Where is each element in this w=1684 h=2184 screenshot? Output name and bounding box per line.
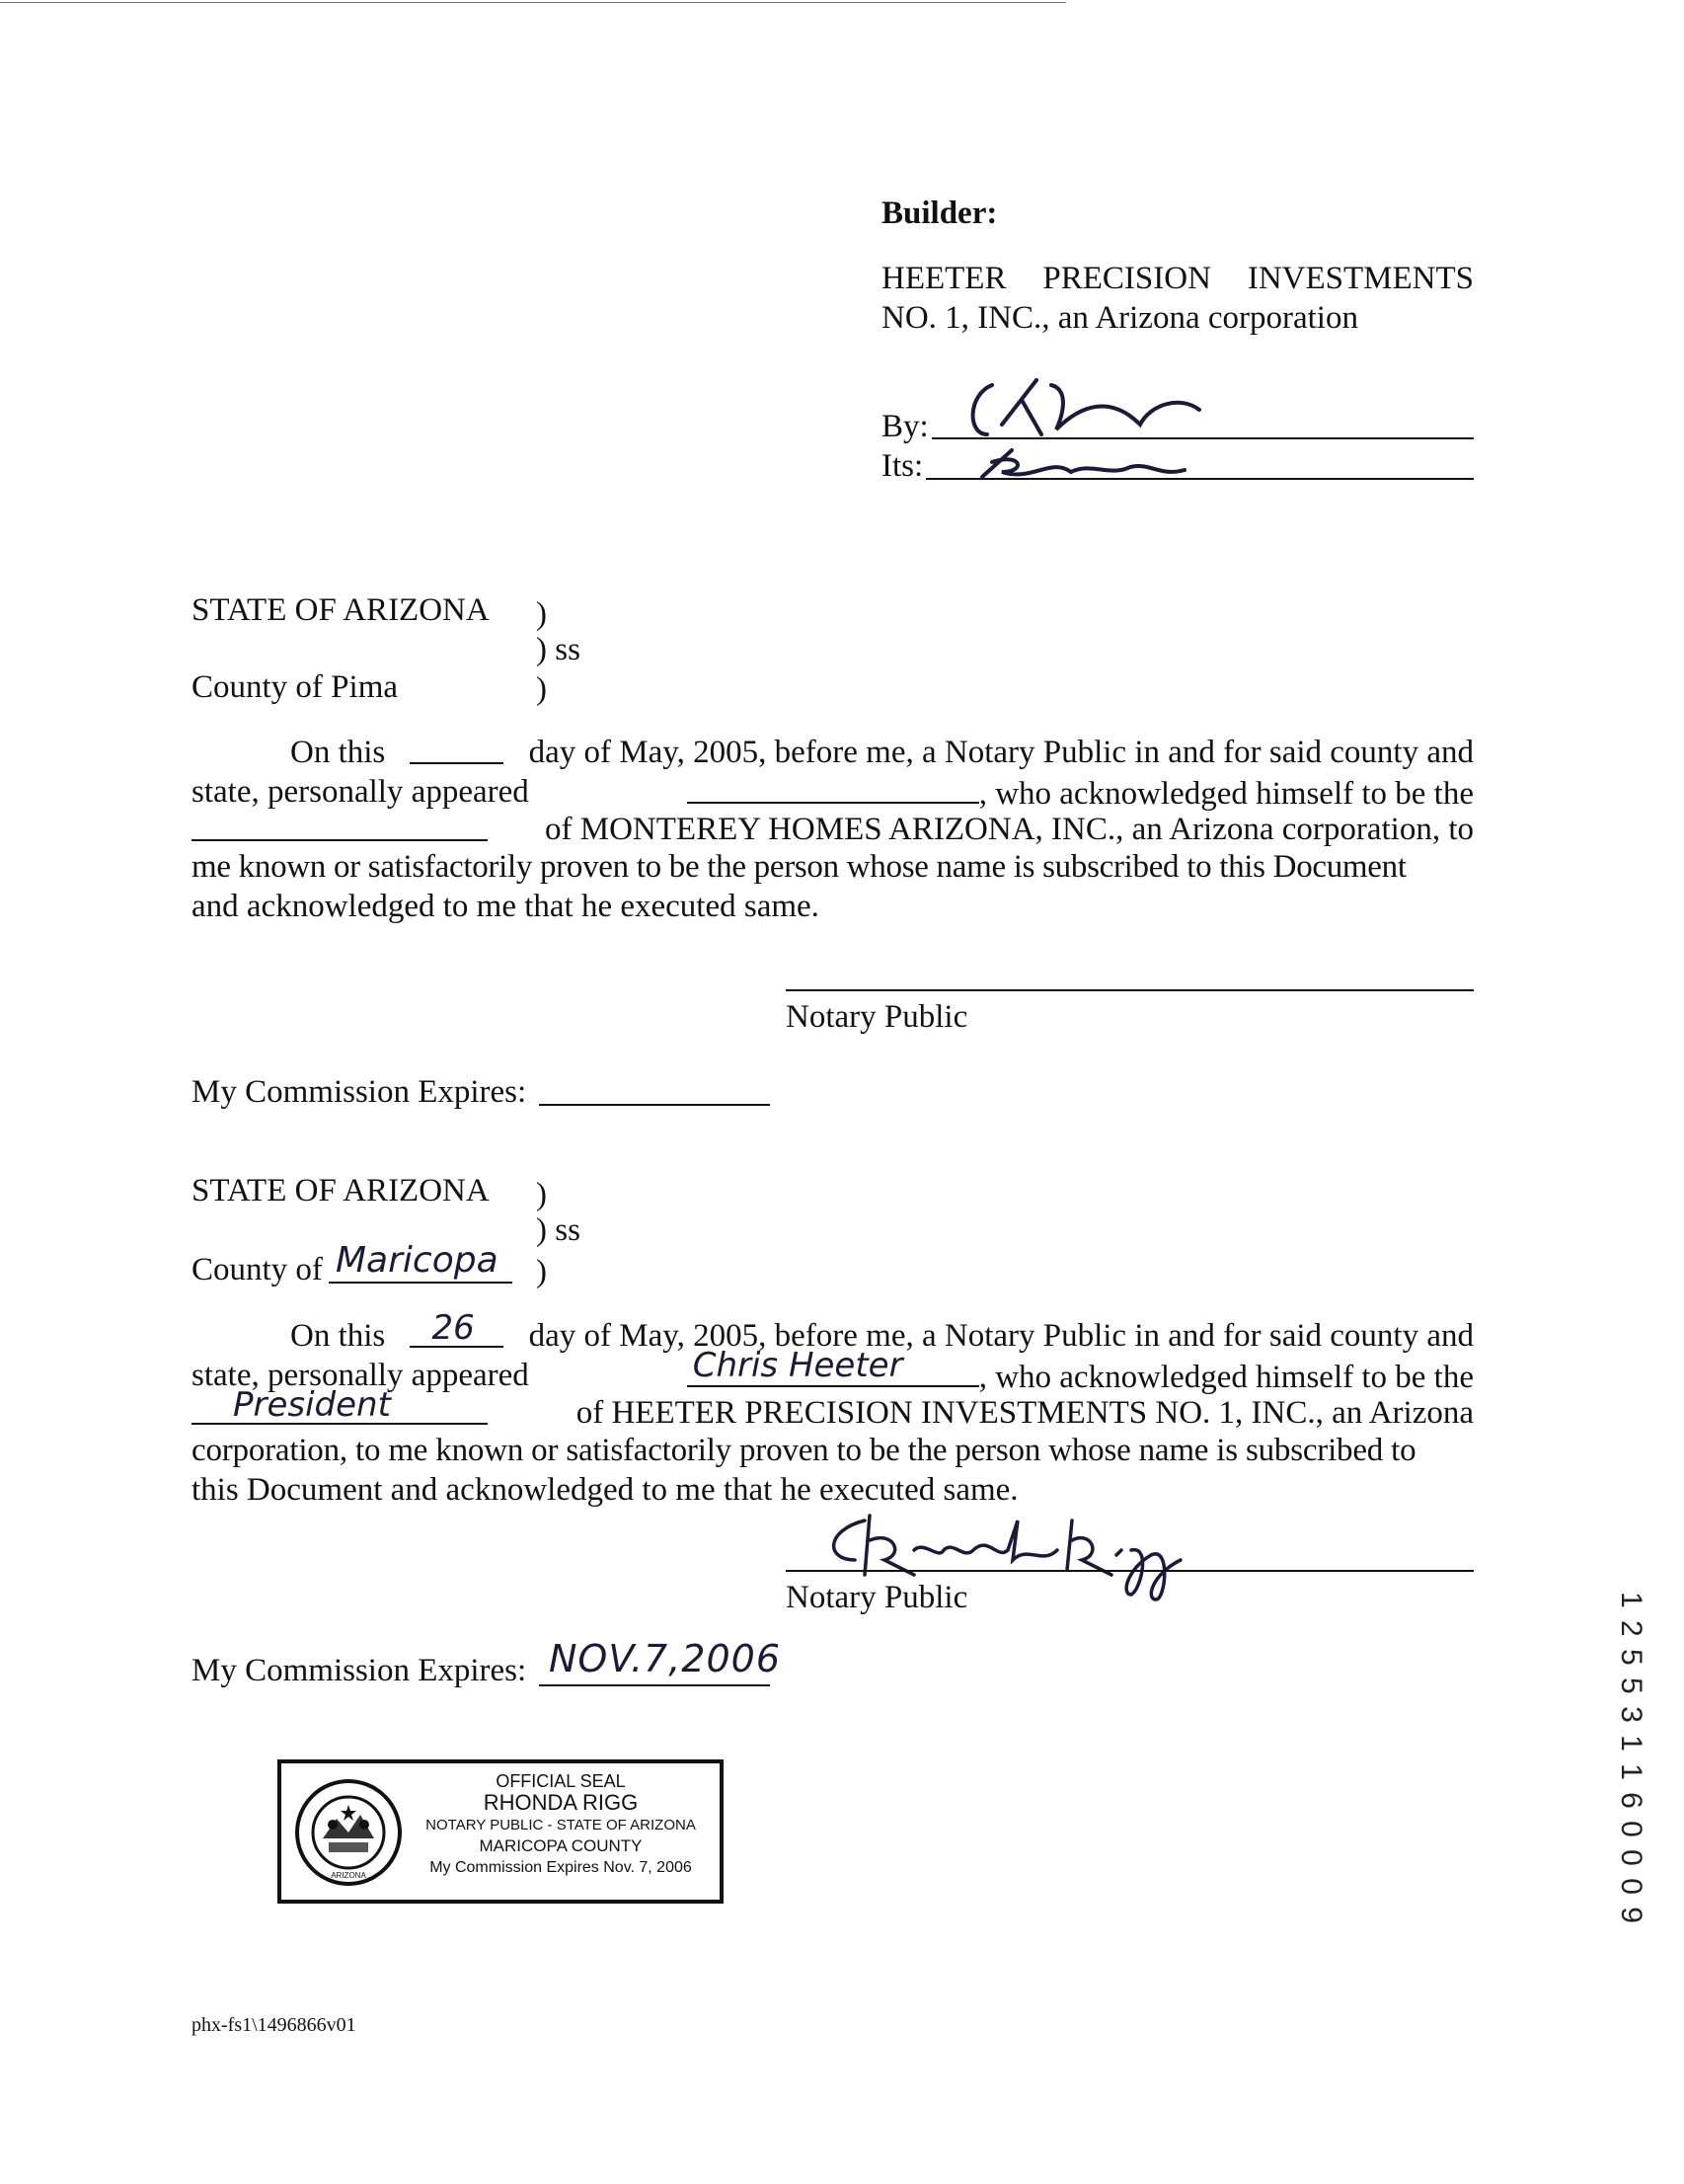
seal-text-block [398, 1771, 724, 1880]
venue1-county: County of Pima [191, 669, 399, 705]
venue2-paren-top: ) [536, 1177, 547, 1212]
venue2-state: STATE OF ARIZONA [191, 1173, 490, 1209]
ack1-line2-blankgroup [687, 772, 1474, 814]
by-label: By: [881, 409, 929, 444]
ack1-title-blank [191, 810, 488, 841]
ack1-day-blank [410, 733, 503, 764]
arizona-state-seal-emblem [293, 1777, 404, 1888]
venue1-ss: ) ss [536, 632, 580, 667]
venue2-county-handwritten: Maricopa [336, 1240, 498, 1281]
ack2-line2-b: , who acknowledged himself to be the [978, 1360, 1474, 1395]
builder-signature [962, 365, 1259, 454]
seal-expiry: My Commission Expires Nov. 7, 2006 [429, 1859, 692, 1876]
venue2-paren-bottom: ) [536, 1254, 547, 1289]
ack2-notary-signature-line [786, 1570, 1474, 1572]
ack2-commission-label: My Commission Expires: [191, 1653, 527, 1688]
venue2-ss: ) ss [536, 1212, 580, 1248]
ack1-line1-b: day of May, 2005, before me, a Notary Public in and for said county and [528, 735, 1474, 770]
seal-county: MARICOPA COUNTY [479, 1836, 643, 1855]
ack2-line1-b: day of May, 2005, before me, a Notary Public in and for said county and [528, 1318, 1474, 1354]
ack1-line3 [191, 810, 1474, 849]
ack2-day-handwritten: 26 [431, 1308, 475, 1348]
ack2-title-blank [191, 1385, 488, 1425]
ack1-line2 [191, 772, 1474, 814]
ack1-line2-a: state, personally appeared [191, 774, 529, 810]
ack2-line2-blankgroup [687, 1346, 1474, 1397]
ack1-notary-signature-line [786, 989, 1474, 991]
document-id-footer: phx-fs1\1496866v01 [191, 2014, 356, 2036]
recording-number-margin: 1 2 5 5 3 1 1 6 0 0 0 9 [1615, 1592, 1647, 1925]
builder-heading: Builder: [881, 195, 998, 231]
ack2-notary-label: Notary Public [786, 1580, 968, 1615]
ack1-notary-label: Notary Public [786, 999, 968, 1035]
ack1-line4: me known or satisfactorily proven to be the person whose name is subscribed to this Document [191, 849, 1407, 885]
ack1-line3-b: of MONTEREY HOMES ARIZONA, INC., an Arizona corporation, to [545, 812, 1474, 847]
official-seal-stamp [277, 1759, 724, 1904]
ack2-name-handwritten: Chris Heeter [692, 1346, 903, 1385]
seal-notary-name: RHONDA RIGG [483, 1790, 639, 1815]
ack1-line1 [290, 733, 1474, 772]
ack2-line2-a: state, personally appeared [191, 1358, 529, 1393]
builder-name-word: INVESTMENTS [1247, 261, 1474, 296]
venue1-paren-bottom: ) [536, 671, 547, 707]
ack2-day-blank [410, 1308, 503, 1348]
top-edge-line [0, 2, 1066, 3]
ack2-commission-handwritten: NOV.7,2006 [549, 1637, 782, 1680]
ack2-line5: this Document and acknowledged to me that he executed same. [191, 1472, 1019, 1508]
ack2-commission-blank [539, 1684, 770, 1686]
builder-name-word: HEETER [881, 261, 1007, 296]
ack1-name-blank [687, 772, 979, 804]
builder-name-line1 [881, 259, 1474, 298]
builder-name-word: PRECISION [1042, 261, 1211, 296]
ack1-line2-b: , who acknowledged himself to be the [978, 776, 1474, 812]
ack2-line3 [191, 1385, 1474, 1433]
venue2-county-prefix: County of [191, 1252, 323, 1287]
venue1-paren-top: ) [536, 596, 547, 632]
its-label: Its: [881, 448, 924, 484]
seal-emblem-caption: ARIZONA [331, 1871, 366, 1880]
builder-title-handwriting [972, 442, 1199, 492]
ack2-line4: corporation, to me known or satisfactorily proven to be the person whose name is subscribed to [191, 1433, 1416, 1468]
seal-title: OFFICIAL SEAL [496, 1771, 626, 1791]
ack2-name-blank [687, 1346, 979, 1387]
ack2-line3-b: of HEETER PRECISION INVESTMENTS NO. 1, INC., an Arizona [575, 1395, 1474, 1431]
venue2-county-blank [329, 1282, 512, 1284]
ack1-commission-blank [539, 1104, 770, 1106]
ack2-title-handwritten: President [233, 1385, 391, 1425]
seal-notary-state: NOTARY PUBLIC - STATE OF ARIZONA [425, 1817, 696, 1833]
builder-name-line2: NO. 1, INC., an Arizona corporation [881, 300, 1358, 336]
ack1-line1-a: On this [290, 735, 386, 770]
ack2-line1-a: On this [290, 1318, 386, 1354]
ack1-line5: and acknowledged to me that he executed same. [191, 889, 819, 924]
venue1-state: STATE OF ARIZONA [191, 592, 490, 628]
ack1-commission-label: My Commission Expires: [191, 1074, 527, 1110]
